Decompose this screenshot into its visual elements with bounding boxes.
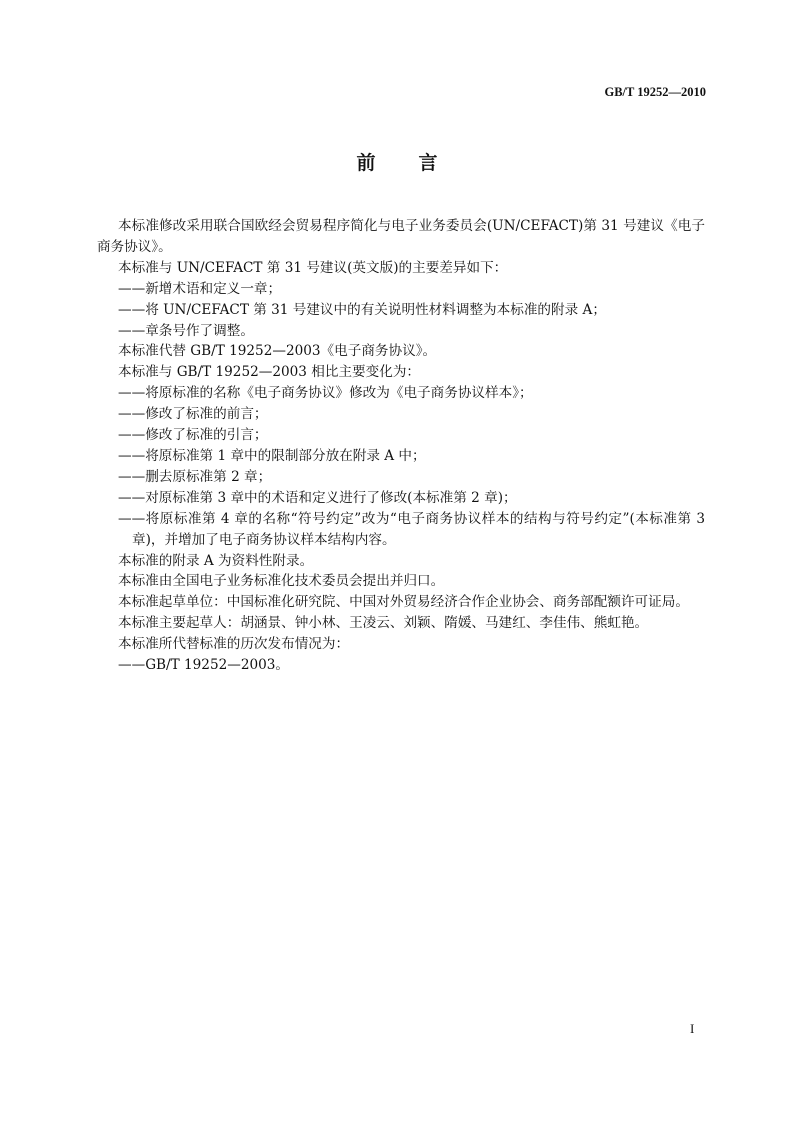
list-item: ——修改了标准的引言； <box>118 427 268 444</box>
paragraph-changes-intro: 本标准与 GB/T 19252—2003 相比主要变化为： <box>118 364 421 381</box>
list-item: ——将原标准第 4 章的名称“符号约定”改为“电子商务协议样本的结构与符号约定”(本标准第 3 章)，并增加了电子商务协议样本结构内容。 <box>118 510 705 548</box>
list-item: ——修改了标准的前言； <box>118 406 268 423</box>
list-item: ——将原标准第 1 章中的限制部分放在附录 A 中； <box>118 447 426 464</box>
paragraph-adoption: 本标准修改采用联合国欧经会贸易程序简化与电子业务委员会(UN/CEFACT)第 31 号建议《电子商务协议》。 <box>97 218 705 255</box>
list-item: ——将原标准的名称《电子商务协议》修改为《电子商务协议样本》； <box>118 385 533 402</box>
list-item: ——新增术语和定义一章； <box>118 280 282 297</box>
list-item: ——对原标准第 3 章中的术语和定义进行了修改(本标准第 2 章)； <box>118 489 517 506</box>
paragraph-history-intro: 本标准所代替标准的历次发布情况为： <box>118 636 350 653</box>
foreword-body <box>97 216 705 676</box>
list-item: ——将 UN/CEFACT 第 31 号建议中的有关说明性材料调整为本标准的附录 A； <box>118 301 606 318</box>
paragraph-proposer: 本标准由全国电子业务标准化技术委员会提出并归口。 <box>118 573 445 590</box>
standard-code: GB/T 19252—2010 <box>604 85 706 99</box>
list-item: ——GB/T 19252—2003。 <box>118 657 290 674</box>
paragraph-annex: 本标准的附录 A 为资料性附录。 <box>118 552 314 569</box>
paragraph-replaces: 本标准代替 GB/T 19252—2003《电子商务协议》。 <box>118 343 437 360</box>
list-item: ——章条号作了调整。 <box>118 322 254 339</box>
paragraph-drafters: 本标准主要起草人：胡涵景、钟小林、王凌云、刘颖、隋媛、马建红、李佳伟、熊虹艳。 <box>118 615 649 632</box>
paragraph-differences-intro: 本标准与 UN/CEFACT 第 31 号建议(英文版)的主要差异如下： <box>118 259 508 276</box>
paragraph-drafting-units: 本标准起草单位：中国标准化研究院、中国对外贸易经济合作企业协会、商务部配额许可证局。 <box>118 594 689 611</box>
page-title: 前 言 <box>356 152 450 174</box>
list-item: ——删去原标准第 2 章； <box>118 468 272 485</box>
page-number: I <box>690 1021 695 1036</box>
